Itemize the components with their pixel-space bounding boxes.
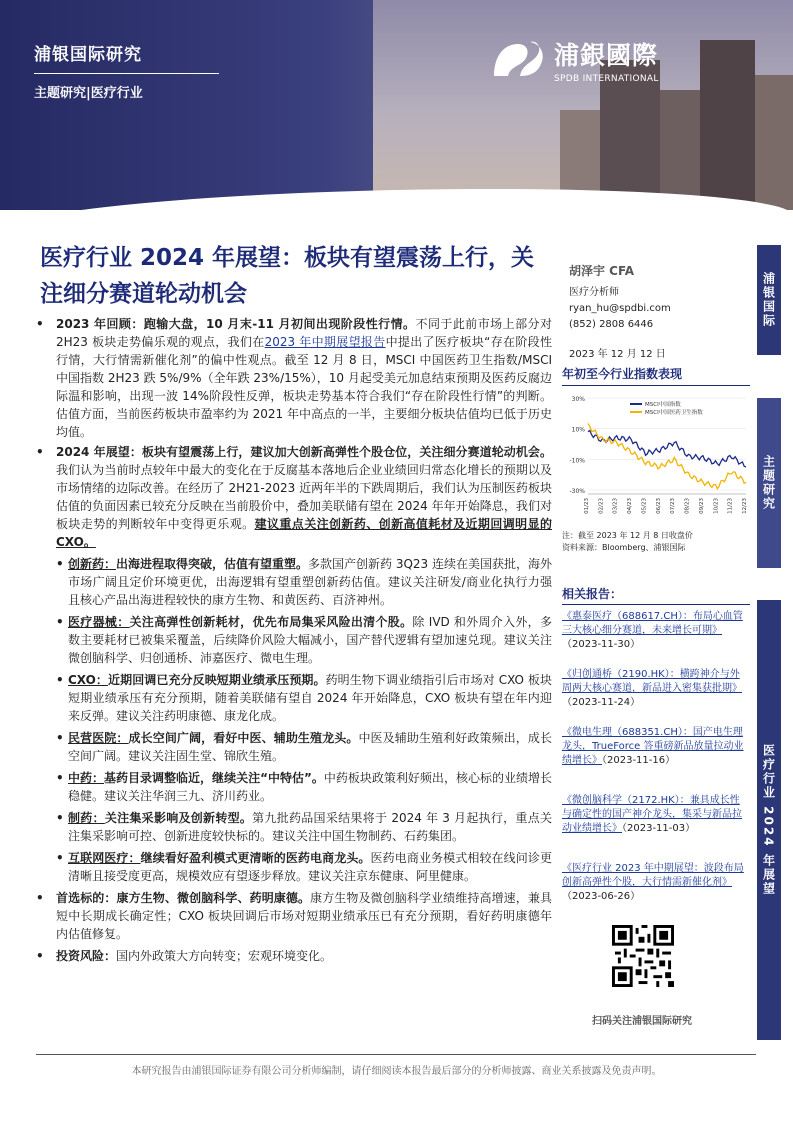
bullet-icon: • bbox=[56, 557, 64, 571]
sub-text: 多款国产创新药 3Q23 连续在美国获批，海外市场广阔且定价环境更优，出海逻辑有望重塑创新药估值。建议关注研发/商业化执行力强且核心产品出海进程较快的康方生物、和黄医药、百济神州。 bbox=[68, 557, 553, 607]
x-tick-label: 02/23 bbox=[598, 498, 605, 514]
sub-item bbox=[32, 849, 552, 885]
index-performance-chart bbox=[560, 390, 752, 526]
author-name: 胡泽宇 CFA bbox=[569, 264, 635, 278]
related-report-date: （2023-06-26） bbox=[562, 891, 641, 902]
paragraph-review bbox=[32, 315, 552, 441]
report-type: 主题研究|医疗行业 bbox=[34, 86, 143, 101]
logo-cn: 浦銀國際 bbox=[554, 41, 659, 70]
sub-text: 第九批药品国采结果将于 2024 年 3 月起执行，重点关注集采影响可控、创新进度较快标的。建议关注中国生物制药、石药集团。 bbox=[68, 811, 552, 843]
legend-label: MSCI中国医药卫生指数 bbox=[645, 410, 703, 416]
x-tick-label: 09/23 bbox=[698, 498, 705, 514]
sub-lead: 基药目录调整临近，继续关注“中特估”。 bbox=[104, 771, 324, 785]
related-report-date: （2023-11-03） bbox=[622, 823, 696, 834]
related-report-link[interactable]: 《惠泰医疗（688617.CH）：布局心血管三大核心细分赛道，未来增长可期》 bbox=[562, 611, 743, 636]
bullet-icon: • bbox=[36, 891, 44, 905]
sub-text: 中医及辅助生殖利好政策频出，成长空间广阔。建议关注固生堂、锦欣生殖。 bbox=[68, 731, 552, 763]
x-tick-label: 01/23 bbox=[584, 498, 590, 514]
x-tick-label: 08/23 bbox=[684, 498, 691, 514]
paragraph-head: 2023 年回顾：跑输大盘，10 月末-11 月初间出现阶段性行情。 bbox=[56, 317, 416, 331]
related-report-date: （2023-11-30） bbox=[562, 639, 641, 650]
midyear-report-link[interactable]: 2023 年中期展望报告 bbox=[264, 335, 386, 349]
bullet-icon: • bbox=[56, 771, 64, 785]
org-name: 浦银国际研究 bbox=[34, 45, 142, 65]
sub-lead: 近期回调已充分反映短期业绩承压预期。 bbox=[108, 673, 326, 687]
chart-source: 资料来源：Bloomberg、浦银国际 bbox=[562, 543, 686, 552]
related-report[interactable] bbox=[562, 668, 746, 710]
sub-head: 医疗器械： bbox=[68, 615, 130, 629]
sub-lead: 关注集采影响及创新转型。 bbox=[104, 811, 253, 825]
paragraph-text: 国内外政策大方向转变；宏观环境变化。 bbox=[116, 949, 333, 963]
paragraph-text: 我们认为当前时点较年中最大的变化在于反腐基本落地后企业业绩回归常态化增长的预期以及市场情绪的边际改善。在经历了 2H21-2023 近两年半的下跌周期后，我们认为压制医药板块估值的负面因素已较充分反映在当前股价中，叠加美联储有望在 2024 年年开始降息，我们对板块走势的判断较年中变得更乐观。 bbox=[56, 463, 552, 531]
sub-text: 药明生物下调业绩指引后市场对 CXO 板块短期业绩承压有充分预期，随着美联储有望自 2024 年开始降息，CXO 板块有望在年内迎来反弹。建议关注药明康德、康龙化成。 bbox=[68, 673, 552, 723]
x-tick-label: 12/23 bbox=[742, 498, 748, 514]
spdb-logo bbox=[490, 36, 659, 84]
sub-head: 制药： bbox=[68, 811, 105, 825]
paragraph-emphasis: 建议重点关注创新药、创新高值耗材及近期回调明显的 CXO。 bbox=[56, 517, 552, 549]
building-shape bbox=[755, 75, 793, 210]
sub-item bbox=[32, 809, 552, 845]
paragraph-outlook bbox=[32, 443, 552, 551]
sub-lead: 继续看好盈利模式更清晰的医药电商龙头。 bbox=[140, 851, 371, 865]
legend-label: MSCI中国指数 bbox=[645, 402, 681, 408]
sub-item bbox=[32, 555, 552, 609]
bullet-icon: • bbox=[56, 673, 64, 687]
sub-head: 民营医院： bbox=[68, 731, 129, 745]
footer-divider bbox=[36, 1054, 756, 1055]
brand-block bbox=[34, 40, 219, 101]
paragraph-head: 投资风险： bbox=[56, 949, 117, 963]
related-report-date: （2023-11-24） bbox=[562, 697, 641, 708]
paragraph-head: 首选标的：康方生物、微创脑科学、药明康德。 bbox=[56, 891, 311, 905]
sub-lead: 关注高弹性创新耗材，优先布局集采风险出清个股。 bbox=[129, 615, 413, 629]
side-tab-topic: 医疗行业 2024 年展望 bbox=[757, 600, 781, 1040]
sub-head: 互联网医疗： bbox=[68, 851, 141, 865]
x-tick-label: 11/23 bbox=[727, 498, 734, 514]
paragraph-top-picks bbox=[32, 889, 552, 943]
paragraph-text: 康方生物及微创脑科学业绩维持高增速，兼具短中长期成长确定性；CXO 板块回调后市场对短期业绩承压已有充分预期，看好药明康德年内估值修复。 bbox=[56, 891, 552, 941]
x-tick-label: 04/23 bbox=[627, 498, 634, 514]
qr-caption: 扫码关注浦银国际研究 bbox=[592, 1016, 692, 1027]
related-title: 相关报告： bbox=[562, 587, 623, 601]
related-report-link[interactable]: 《医疗行业 2023 年中期展望：波段布局创新高弹性个股，大行情需新催化剂》 bbox=[562, 863, 744, 888]
paragraph-text: 中提出了医疗板块“存在阶段性行情，大行情需新催化剂”的偏中性观点。截至 12 月 8 日，MSCI 中国医药卫生指数/MSCI 中国指数 2H23 跌 5%/9%（全年跌 23%/15%），10 月起受美元加息结束预期及医药反腐边际温和影响，出现一波 14%阶段性反弹，板块走势基本符合我们“存在阶段性行情”的判断。估值方面，当前医药板块市盈率约为 2021 年中高点的一半，主要细分板块估值均已低于历史均值。 bbox=[56, 335, 552, 439]
sub-item bbox=[32, 613, 552, 667]
bullet-icon: • bbox=[36, 949, 44, 963]
chart-notes bbox=[562, 530, 693, 554]
bullet-icon: • bbox=[56, 731, 64, 745]
bullet-icon: • bbox=[36, 445, 44, 459]
sub-head: CXO： bbox=[68, 673, 109, 687]
bullet-icon: • bbox=[56, 811, 64, 825]
side-tab-type: 主题研究 bbox=[757, 398, 781, 568]
chart-divider bbox=[562, 385, 750, 386]
sub-text: 中药板块政策利好频出，核心标的业绩增长稳健。建议关注华润三九、济川药业。 bbox=[68, 771, 552, 803]
side-column bbox=[555, 250, 755, 360]
paragraph-head: 2024 年展望：板块有望震荡上行，建议加大创新高弹性个股仓位，关注细分赛道轮动机会。 bbox=[56, 445, 552, 459]
series-line bbox=[588, 424, 746, 489]
related-report[interactable] bbox=[562, 726, 746, 768]
spdb-logo-icon bbox=[490, 36, 548, 84]
related-report-link[interactable]: 《微创脑科学（2172.HK）：兼具成长性与确定性的国产神介龙头，集采与新品拉动业绩增长》 bbox=[562, 795, 742, 834]
sub-head: 中药： bbox=[68, 771, 105, 785]
report-title: 医疗行业 2024 年展望：板块有望震荡上行，关注细分赛道轮动机会 bbox=[40, 245, 535, 307]
related-report-link[interactable]: 《微电生理（688351.CH）：国产电生理龙头，TrueForce 答重磅新品放量拉动业绩增长》 bbox=[562, 727, 744, 766]
sub-text: 除 IVD 和外周介入外，多数主要耗材已被集采覆盖，后续降价风险大幅减小，国产替代逻辑有望加速兑现。建议关注微创脑科学、归创通桥、沛嘉医疗、微电生理。 bbox=[68, 615, 552, 665]
building-shape bbox=[660, 90, 700, 210]
author-email[interactable]: ryan_hu@spdbi.com bbox=[569, 303, 671, 314]
footer-disclaimer: 本研究报告由浦银国际证券有限公司分析师编制，请仔细阅读本报告最后部分的分析师披露、商业关系披露及免责声明。 bbox=[131, 1066, 662, 1077]
building-shape bbox=[700, 40, 755, 210]
author-role: 医疗分析师 bbox=[569, 287, 619, 298]
x-tick-label: 03/23 bbox=[612, 498, 619, 514]
sub-item bbox=[32, 729, 552, 765]
y-tick-label: 30% bbox=[571, 396, 585, 403]
related-report[interactable] bbox=[562, 794, 746, 836]
author-phone: (852) 2808 6446 bbox=[569, 319, 654, 330]
sub-head: 创新药： bbox=[68, 557, 117, 571]
paragraph-risks bbox=[32, 947, 552, 965]
y-tick-label: -10% bbox=[569, 457, 585, 465]
qr-code-icon[interactable] bbox=[612, 925, 674, 987]
x-tick-label: 10/23 bbox=[713, 498, 720, 514]
y-tick-label: 10% bbox=[571, 426, 585, 434]
sub-lead: 出海进程取得突破，估值有望重塑。 bbox=[116, 557, 309, 571]
chart-note: 注：截至 2023 年 12 月 8 日收盘价 bbox=[562, 531, 693, 540]
sub-item bbox=[32, 769, 552, 805]
brand-divider bbox=[34, 73, 219, 74]
report-date: 2023 年 12 月 12 日 bbox=[569, 349, 666, 360]
report-body bbox=[32, 315, 552, 965]
author-block bbox=[555, 262, 755, 333]
related-report-date: （2023-11-16） bbox=[602, 755, 676, 766]
logo-en: SPDB INTERNATIONAL bbox=[554, 74, 659, 84]
y-tick-label: -30% bbox=[569, 488, 585, 495]
sub-text: 医药电商业务模式相较在线问诊更清晰且接受度更高，规模效应有望逐步释放。建议关注京东健康、阿里健康。 bbox=[68, 851, 552, 883]
x-tick-label: 05/23 bbox=[641, 498, 648, 514]
related-report[interactable] bbox=[562, 610, 746, 652]
bullet-icon: • bbox=[36, 317, 44, 331]
chart-title: 年初至今行业指数表现 bbox=[562, 367, 683, 381]
side-tab-brand: 浦银国际 bbox=[757, 245, 781, 355]
related-report[interactable] bbox=[562, 862, 746, 904]
sub-lead: 成长空间广阔，看好中医、辅助生殖龙头。 bbox=[128, 731, 359, 745]
paragraph-text: 不同于此前市场上部分对 2H23 板块走势偏乐观的观点，我们在 bbox=[56, 317, 552, 349]
bullet-icon: • bbox=[56, 615, 64, 629]
x-tick-label: 06/23 bbox=[655, 498, 662, 514]
related-divider bbox=[562, 604, 750, 605]
related-report-link[interactable]: 《归创通桥（2190.HK）：横跨神介与外周两大核心赛道，新品进入密集获批期》 bbox=[562, 669, 742, 694]
bullet-icon: • bbox=[56, 851, 64, 865]
header-banner bbox=[0, 0, 793, 210]
x-tick-label: 07/23 bbox=[670, 498, 677, 514]
sub-item bbox=[32, 671, 552, 725]
